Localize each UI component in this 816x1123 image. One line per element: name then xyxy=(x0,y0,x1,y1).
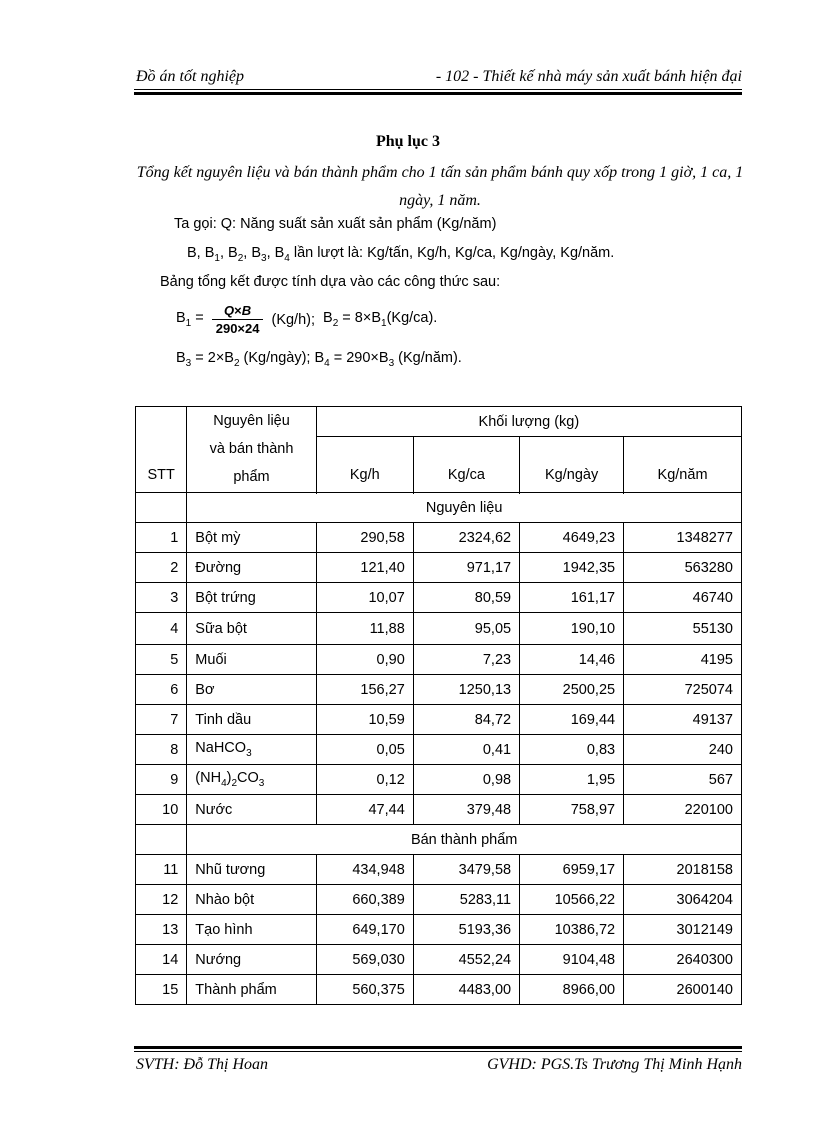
table-row: 1 Bột mỳ 290,58 2324,62 4649,23 1348277 xyxy=(136,523,742,553)
section-ban-thanh-pham: Bán thành phẩm xyxy=(187,825,742,855)
footer-student: SVTH: Đỗ Thị Hoan xyxy=(136,1056,269,1073)
summary-table xyxy=(135,406,742,1005)
header-kg-nam: Kg/năm xyxy=(624,437,742,493)
formula-fraction: $\frac{Q\times B}{290\times 24}$ xyxy=(212,303,264,336)
table-row: 15 Thành phẩm 560,375 4483,00 8966,00 2600140 xyxy=(136,975,742,1005)
table-row: 7 Tinh dầu 10,59 84,72 169,44 49137 xyxy=(136,705,742,735)
footer-rule-thick xyxy=(134,1046,742,1049)
appendix-title: Phụ lục 3 xyxy=(375,133,440,150)
table-row: 10 Nước 47,44 379,48 758,97 220100 xyxy=(136,795,742,825)
table-row: 3 Bột trứng 10,07 80,59 161,17 46740 xyxy=(136,583,742,613)
table-row: 14 Nướng 569,030 4552,24 9104,48 2640300 xyxy=(136,945,742,975)
header-left: Đồ án tốt nghiệp xyxy=(136,68,244,85)
table-row: 11 Nhũ tương 434,948 3479,58 6959,17 2018158 xyxy=(136,855,742,885)
footer-advisor: GVHD: PGS.Ts Trương Thị Minh Hạnh xyxy=(487,1056,742,1073)
para-formulas-intro: Bảng tổng kết được tính dựa vào các công thức sau: xyxy=(160,274,501,290)
table-row: 12 Nhào bột 660,389 5283,11 10566,22 3064204 xyxy=(136,885,742,915)
formula-b1-b2: $B_1$ = $\frac{Q\times B}{290\times 24}$ (Kg/h); $B_2 = 8\times B_1(Kg/ca)$. xyxy=(176,303,438,336)
table-row: 8 NaHCO$_3$ 0,05 0,41 0,83 240 xyxy=(136,735,742,765)
header-stt: STT xyxy=(136,407,187,493)
header-rule-thick xyxy=(134,92,742,95)
para-definition-q: Ta gọi: Q: Năng suất sản xuất sản phẩm (Kg/năm) xyxy=(174,216,497,232)
appendix-subtitle: Tổng kết nguyên liệu và bán thành phẩm cho 1 tấn sản phẩm bánh quy xốp trong 1 giờ, 1 ca, 1 ngày, 1 năm. xyxy=(136,164,744,209)
header-mass: Khối lượng (kg) xyxy=(316,407,741,437)
header-kg-ngay: Kg/ngày xyxy=(520,437,624,493)
table-row: 2 Đường 121,40 971,17 1942,35 563280 xyxy=(136,553,742,583)
table-row: 5 Muối 0,90 7,23 14,46 4195 xyxy=(136,645,742,675)
table-row: 4 Sữa bột 11,88 95,05 190,10 55130 xyxy=(136,613,742,645)
header-material: Nguyên liệu và bán thành phẩm xyxy=(187,407,316,493)
para-definition-b: B, $B_1$, $B_2$, $B_3$, $B_4$ lần lượt là: Kg/tấn, Kg/h, Kg/ca, Kg/ngày, Kg/năm. xyxy=(187,245,615,264)
formula-b3-b4: $B_3 = 2\times B_2$ (Kg/ngày); $B_4 = 290\times B_3$ (Kg/năm). xyxy=(176,350,462,369)
footer-rule-thin xyxy=(134,1051,742,1052)
table-row: 9 $(NH_4)_2CO_3$ 0,12 0,98 1,95 567 xyxy=(136,765,742,795)
table-row: 13 Tạo hình 649,170 5193,36 10386,72 3012149 xyxy=(136,915,742,945)
header-kg-ca: Kg/ca xyxy=(413,437,519,493)
header-kg-h: Kg/h xyxy=(316,437,413,493)
table-row: 6 Bơ 156,27 1250,13 2500,25 725074 xyxy=(136,675,742,705)
header-right: - 102 - Thiết kế nhà máy sản xuất bánh hiện đại xyxy=(435,68,742,85)
section-nguyen-lieu: Nguyên liệu xyxy=(187,493,742,523)
header-rule-thin xyxy=(134,89,742,90)
